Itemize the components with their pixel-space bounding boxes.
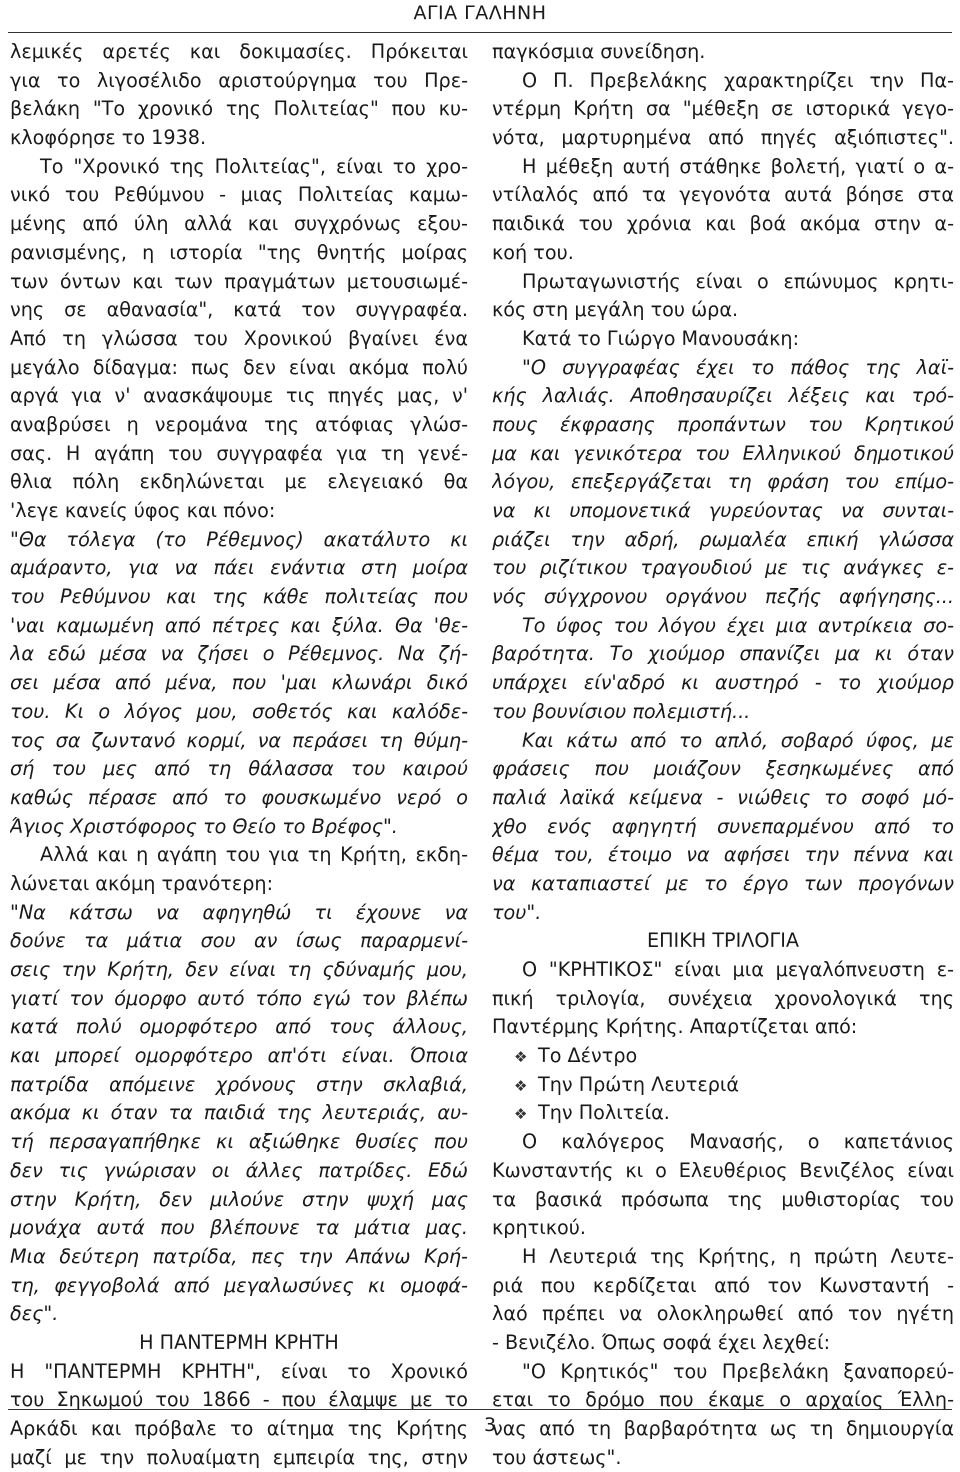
text-line: "Θα τόλεγα (το Ρέθεμνος) ακατάλυτο κι <box>10 527 468 551</box>
text-line: 'ναι καμωμένη από πέτρες και ξύλα. Θα 'θε- <box>10 613 468 637</box>
text-line: σας. Η αγάπη του συγγραφέα για τη γενέ- <box>10 441 468 465</box>
text-line: Πρωταγωνιστής είναι ο επώνυμος κρητι- <box>522 269 954 293</box>
text-line: μα και γενικότερα του Ελληνικού δημοτικού <box>492 441 954 465</box>
text-line: μονάχα αυτά που βλέπουνε τα μάτια μας. <box>10 1216 468 1240</box>
text-line: κλοφόρησε το 1938. <box>10 126 207 150</box>
text-line: τος σα ζωντανό κορμί, να περάσει τη θύμη- <box>10 728 468 752</box>
left-column <box>10 38 468 1472</box>
text-line: παιδικά του χρόνια και βοά ακόμα στην α- <box>492 212 954 236</box>
text-line: μαζί με την πολυαίματη εμπειρία της, στην <box>10 1445 468 1469</box>
text-line: πική τριλογία, συνέχεια χρονολογικά της <box>492 986 954 1010</box>
text-line: Αρκάδι και πρόβαλε το αίτημα της Κρήτης <box>10 1417 468 1440</box>
text-line: γιατί τον όμορφο αυτό τόπο εγώ τον βλέπω <box>10 986 468 1010</box>
diamond-bullet-icon: ❖ <box>514 1105 528 1124</box>
text-line: Ο Π. Πρεβελάκης χαρακτηρίζει την Πα- <box>522 68 954 92</box>
text-line: σει μέσα από μένα, που 'μαι κλωνάρι δικό <box>10 671 468 695</box>
text-line: ΕΠΙΚΗ ΤΡΙΛΟΓΙΑ <box>647 929 799 953</box>
text-line: στην Κρήτη, δεν μιλούνε στην ψυχή μας <box>10 1187 468 1211</box>
text-line: αργά για ν' ανασκάψουμε τις πηγές μας, ν' <box>10 384 468 408</box>
text-line: Κατά το Γιώργο Μανουσάκη: <box>522 326 800 350</box>
text-line: πους έκφρασης προπάντων του Κρητικού <box>492 412 954 436</box>
text-line: λεμικές αρετές και δοκιμασίες. Πρόκειται <box>10 40 468 63</box>
text-line: δες". <box>10 1302 59 1326</box>
text-line: νικό του Ρεθύμνου - μιας Πολιτείας καμω- <box>10 183 468 207</box>
text-line: Η "ΠΑΝΤΕΡΜΗ ΚΡΗΤΗ", είναι το Χρονικό <box>10 1359 468 1383</box>
text-line: μένης από ύλη αλλά και συγχρόνως εξου- <box>10 212 468 236</box>
text-line <box>492 1042 954 1071</box>
right-column <box>492 38 954 1472</box>
text-line: αναβρύσει η νερομάνα της ατόφιας γλώσ- <box>10 412 468 436</box>
diamond-bullet-icon: ❖ <box>514 1048 528 1067</box>
text-line: δεν τις γνώρισαν οι άλλες πατρίδες. Εδώ <box>10 1158 468 1182</box>
text-line: θέμα του, έτοιμο να αφήσει την πέννα και <box>492 843 954 867</box>
text-line: Κωνσταντής κι ο Ελευθέριος Βενιζέλος είναι <box>492 1158 954 1182</box>
text-line: Η Λευτεριά της Κρήτης, η πρώτη Λευτε- <box>522 1244 954 1268</box>
text-line: ντέρμη Κρήτη σα "μέθεξη σε ιστορικά γεγο- <box>492 97 954 121</box>
text-line: Και κάτω από το απλό, σοβαρό ύφος, με <box>522 728 954 752</box>
text-line: κατά πολύ ομορφότερο από τους άλλους, <box>10 1015 468 1039</box>
text-line: τή περσαγαπήθηκε κι αξιώθηκε θυσίες που <box>10 1130 468 1154</box>
text-line: νός σύγχρονου οργάνου πεζής αφήγησης... <box>492 585 954 609</box>
text-line: να κι υπομονετικά γυρεύοντας να συνται- <box>492 499 954 522</box>
text-line: θλια πόλη εκδηλώνεται με ελεγειακό θα <box>10 470 468 494</box>
text-line: - Βενιζέλο. Όπως σοφά έχει λεχθεί: <box>492 1330 831 1354</box>
diamond-bullet-icon: ❖ <box>514 1076 528 1095</box>
text-line: παγκόσμια συνείδηση. <box>492 40 706 63</box>
text-line: για το λιγοσέλιδο αριστούργημα του Πρε- <box>10 68 468 92</box>
text-line <box>492 1071 954 1100</box>
text-line: ρανισμένης, η ιστορία "της θνητής μοίρας <box>10 240 468 264</box>
text-line: παλιά λαϊκά κείμενα - νιώθεις το σοφό μό- <box>492 785 954 809</box>
text-line: μεγάλο δίδαγμα: πως δεν είναι ακόμα πολύ <box>10 355 468 379</box>
text-line: λόγου, επεξεργάζεται τη φράση του επίμο- <box>492 470 954 494</box>
text-line: Άγιος Χριστόφορος το Θείο το Βρέφος". <box>10 814 398 838</box>
text-line: ριά που κερδίζεται από τον Κωνσταντή - <box>492 1273 954 1297</box>
text-line: των όντων και των πραγμάτων μετουσιωμέ- <box>10 269 468 293</box>
text-line: και μπορεί ομορφότερο απ'ότι είναι. Όποια <box>10 1044 468 1068</box>
text-line: σεις την Κρήτη, δεν είναι τη ςδύναμής μου, <box>10 958 468 981</box>
text-line: κοή του. <box>492 240 574 264</box>
text-line: του". <box>492 900 542 924</box>
text-line: Μια δεύτερη πατρίδα, πες την Απάνω Κρή- <box>10 1244 468 1268</box>
text-line: "Να κάτσω να αφηγηθώ τι έχουνε να <box>10 900 468 924</box>
text-line: "Ο συγγραφέας έχει το πάθος της λαϊ- <box>522 355 954 379</box>
text-line: ακόμα κι όταν τα παιδιά της λευτεριάς, αυ- <box>10 1101 468 1125</box>
text-line: κός στη μεγάλη του ώρα. <box>492 298 739 322</box>
text-line: του βουνίσιου πολεμιστή... <box>492 699 751 723</box>
text-line: Το ύφος του λόγου έχει μια αντρίκεια σο- <box>522 613 954 637</box>
text-line: εται το δρόμο που έκαμε ο αρχαίος Έλλη- <box>492 1388 954 1412</box>
text-line: λαό πρέπει να ολοκληρωθεί από τον ηγέτη <box>492 1302 954 1326</box>
text-line: Η ΠΑΝΤΕΡΜΗ ΚΡΗΤΗ <box>139 1330 339 1354</box>
running-header: ΑΓΙΑ ΓΑΛΗΝΗ <box>413 2 547 24</box>
text-line: του ριζίτικου τραγουδιού με τις ανάγκες ε- <box>492 556 954 580</box>
text-line: κρητικού. <box>492 1216 586 1240</box>
text-line: φράσεις που μοιάζουν ξεσηκωμένες από <box>492 757 954 781</box>
text-line: καθώς πέρασε από το φουσκωμένο νερό ο <box>10 785 468 809</box>
header-rule <box>8 32 952 33</box>
footer-rule <box>8 1409 952 1410</box>
text-line: του. Κι ο λόγος μου, σοθετός και καλόδε- <box>10 699 468 723</box>
text-line: του άστεως". <box>492 1445 622 1469</box>
text-line: χθο ενός αφηγητή συνεπαρμένου από το <box>492 814 954 838</box>
text-line: τη, φεγγοβολά από μεγαλωσύνες κι ομοφά- <box>10 1273 468 1297</box>
bullet-text: Το Δέντρο <box>538 1044 638 1068</box>
text-line: ριάζει την αδρή, ρωμαλέα επική γλώσσα <box>492 527 954 551</box>
page-number: 3 <box>483 1414 497 1436</box>
text-line: νης σε αθανασία", κατά τον συγγραφέα. <box>10 298 468 322</box>
text-line: του Ρεθύμνου και της κάθε πολιτείας που <box>10 585 468 609</box>
text-line: λα εδώ μέσα να ζήσει ο Ρέθεμνος. Να ζή- <box>10 642 468 666</box>
text-line: νας από τη βαρβαρότητα ως τη δημιουργία <box>492 1417 954 1440</box>
text-line: κής λαλιάς. Αποθησαυρίζει λέξεις και τρό- <box>492 384 954 408</box>
bullet-text: Την Πολιτεία. <box>538 1101 670 1125</box>
text-line: αμάραντο, για να πάει ενάντια στη μοίρα <box>10 556 468 580</box>
text-line: σή του μες από τη θάλασσα του καιρού <box>10 757 468 781</box>
text-line: του Σηκωμού του 1866 - που έλαμψε με το <box>10 1388 468 1412</box>
text-line: βελάκη "Το χρονικό της Πολιτείας" που κυ- <box>10 97 468 121</box>
text-line: Παντέρμης Κρήτης. Απαρτίζεται από: <box>492 1015 858 1039</box>
text-line: πατρίδα απόμεινε χρόνους στην σκλαβιά, <box>10 1072 468 1096</box>
text-line: "Ο Κρητικός" του Πρεβελάκη ξαναπορεύ- <box>522 1359 954 1383</box>
text-line: νότα, μαρτυρημένα από πηγές αξιόπιστες". <box>492 126 954 150</box>
text-line: Ο καλόγερος Μανασής, ο καπετάνιος <box>522 1130 954 1154</box>
text-line <box>492 1099 954 1128</box>
text-line: δούνε τα μάτια σου αν ίσως παραρμενί- <box>10 929 468 953</box>
text-line: Ο "ΚΡΗΤΙΚΟΣ" είναι μια μεγαλόπνευστη ε- <box>522 958 954 981</box>
text-line: λώνεται ακόμη τρανότερη: <box>10 871 274 895</box>
text-line: να καταπιαστεί με το έργο των προγόνων <box>492 871 954 895</box>
text-line: Η μέθεξη αυτή στάθηκε βολετή, γιατί ο α- <box>522 154 954 178</box>
text-line: τα βασικά πρόσωπα της μυθιστορίας του <box>492 1187 954 1211</box>
text-line: Από τη γλώσσα του Χρονικού βγαίνει ένα <box>10 326 468 350</box>
text-line: 'λεγε κανείς ύφος και πόνο: <box>10 499 276 522</box>
text-line: υπάρχει είν'αδρό κι αυστηρό - το χιούμορ <box>492 671 954 695</box>
text-line: Αλλά και η αγάπη του για τη Κρήτη, εκδη- <box>40 843 468 867</box>
text-line: βαρότητα. Το χιούμορ σπανίζει μα κι όταν <box>492 642 954 666</box>
bullet-text: Την Πρώτη Λευτεριά <box>538 1072 740 1096</box>
text-line: Το "Χρονικό της Πολιτείας", είναι το χρο- <box>40 154 468 178</box>
text-line: ντίλαλός από τα γεγονότα αυτά βόησε στα <box>492 183 954 207</box>
